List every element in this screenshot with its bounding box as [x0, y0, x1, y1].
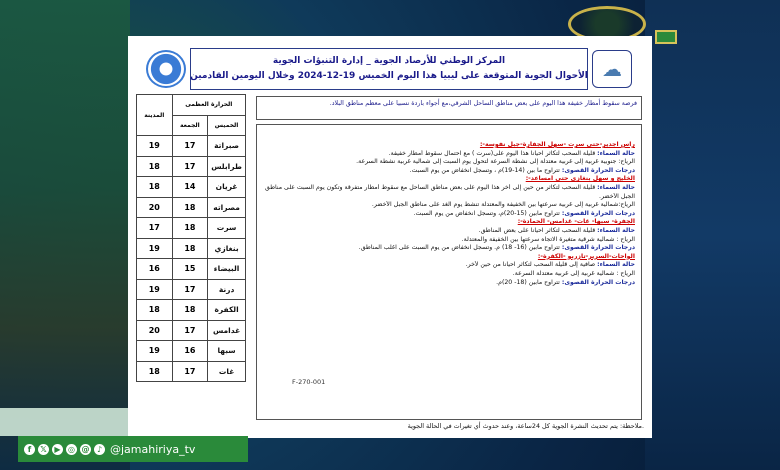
region-title: الخليج و سهل بنغازي حتى امساعد-: [525, 175, 635, 183]
city-name: طرابلس [208, 156, 246, 177]
city-name: البيضاء [208, 259, 246, 280]
social-media-bar [18, 436, 248, 462]
city-name: مصراته [208, 197, 246, 218]
table-row [137, 238, 246, 259]
table-row [137, 279, 246, 300]
forecast-label: درجات الحرارة القصوى: [561, 278, 635, 286]
forecast-text: تتراوح ما بين (14-19)م ، وتسجل انخفاض من يوم السبت. [409, 166, 562, 174]
forecast-line [263, 201, 635, 210]
thursday-max-temp: 18 [172, 197, 208, 218]
region-title: الواحات-السرير-تازربو -الكفرة-: [537, 252, 635, 260]
friday-max-temp: 19 [137, 136, 173, 157]
thursday-max-temp: 18 [172, 300, 208, 321]
background-right-panel [645, 0, 780, 470]
forecast-label: حالة السماء: [597, 226, 635, 234]
city-name: غدامس [208, 320, 246, 341]
forecast-text: الرياح: جنوبية غربية إلى غربية معتدلة إلى نشطة السرعة لتحول يوم السبت إلى شمالية غربية نشطة السرعة. [356, 158, 635, 166]
threads-icon[interactable]: @ [81, 444, 90, 454]
friday-max-temp: 19 [137, 341, 173, 362]
intro-summary: فرصة سقوط أمطار خفيفة هذا اليوم على بعض مناطق الساحل الشرقي،مع أجواء باردة نسبيا على معظم مناطق البلاد. [256, 96, 642, 120]
friday-max-temp: 18 [137, 156, 173, 177]
wmo-logo-icon [146, 50, 186, 88]
table-header-friday: الجمعة [172, 115, 208, 136]
friday-max-temp: 18 [137, 177, 173, 198]
forecast-text: الرياح : شمالية غربية إلى غربية معتدلة السرعة. [512, 269, 635, 277]
thursday-max-temp: 18 [172, 218, 208, 239]
forecast-line [263, 158, 635, 167]
friday-max-temp: 17 [137, 218, 173, 239]
table-header-city: المدينة [137, 95, 173, 136]
table-row [137, 320, 246, 341]
temperature-table [136, 94, 246, 382]
region-title: الجفرة- سبها- غات- غدامس- الحمادة-: [517, 218, 635, 226]
table-header-thursday: الخميس [208, 115, 246, 136]
tiktok-icon[interactable]: ♪ [94, 444, 105, 455]
forecast-text: صافية إلى قليلة السحب لتكاثر احيانا من حين لأخر. [465, 261, 598, 269]
table-row [137, 136, 246, 157]
instagram-icon[interactable]: ◎ [66, 444, 77, 455]
city-name: سبها [208, 341, 246, 362]
weather-cloud-icon: ☁ [592, 50, 632, 88]
thursday-max-temp: 17 [172, 156, 208, 177]
forecast-line [263, 236, 635, 245]
forecast-text: تتراوح مابين (15-20)م، وتسجل انخفاض من يوم السبت. [413, 209, 562, 217]
social-handle[interactable]: @jamahiriya_tv [110, 442, 196, 456]
forecast-line [263, 193, 635, 202]
forecast-line [263, 184, 635, 193]
friday-max-temp: 16 [137, 259, 173, 280]
city-name: غات [208, 361, 246, 382]
table-row [137, 259, 246, 280]
forecast-line [263, 150, 635, 159]
forecast-label: درجات الحرارة القصوى: [561, 166, 635, 174]
youtube-icon[interactable]: ▶ [52, 444, 63, 455]
forecast-label: حالة السماء: [597, 261, 635, 269]
header-title: الأحوال الجوية المتوقعة على ليبيا هذا اليوم الخميس 19-12-2024 وخلال اليومين القادمين [190, 71, 588, 81]
thursday-max-temp: 17 [172, 320, 208, 341]
city-name: الكفرة [208, 300, 246, 321]
table-header-max-temp: الحرارة العظمى [172, 95, 245, 116]
x-icon[interactable]: 𝕏 [38, 444, 49, 455]
forecast-label: حالة السماء: [597, 149, 635, 157]
forecast-line [263, 227, 635, 236]
forecast-text: تتراوح مابين (16- 18) م. وتسجل انخفاض من يوم السبت على اغلب المناطق. [358, 244, 562, 252]
forecast-line [263, 279, 635, 288]
thursday-max-temp: 15 [172, 259, 208, 280]
friday-max-temp: 20 [137, 320, 173, 341]
forecast-text: الجبل الأخضر. [599, 192, 635, 200]
thursday-max-temp: 16 [172, 341, 208, 362]
table-row [137, 197, 246, 218]
forecast-label: حالة السماء: [597, 183, 635, 191]
forecast-text: قليلة السحب لتكاثر احيانا على بعض المناطق. [478, 226, 598, 234]
thursday-max-temp: 17 [172, 136, 208, 157]
city-name: بنغازي [208, 238, 246, 259]
weather-bulletin-document [128, 36, 652, 438]
friday-max-temp: 18 [137, 300, 173, 321]
forecast-text: الرياح : شمالية شرقية متغيرة الاتجاه سرعتها بين الخفيفة والمعتدلة. [461, 235, 635, 243]
forecast-text: تتراوح مابين (18- 20)م. [496, 278, 562, 286]
forecast-line [263, 210, 635, 219]
region-title: راس اجدير-حتى سرت -سهل الجفارة-جبل نفوسة-: [479, 141, 635, 148]
friday-max-temp: 19 [137, 238, 173, 259]
thursday-max-temp: 17 [172, 361, 208, 382]
table-row [137, 300, 246, 321]
thursday-max-temp: 17 [172, 279, 208, 300]
friday-max-temp: 18 [137, 361, 173, 382]
document-code: F-270-001 [292, 378, 326, 386]
city-name: سرت [208, 218, 246, 239]
table-row [137, 218, 246, 239]
forecast-line [263, 261, 635, 270]
city-name: صبراتة [208, 136, 246, 157]
city-name: غريان [208, 177, 246, 198]
forecast-text: قليلة السحب لتكاثر احيانا هذا اليوم على(سرت ) مع احتمال سقوط أمطار خفيفة. [388, 149, 598, 157]
forecast-line [263, 244, 635, 253]
background-left-panel [0, 0, 130, 470]
friday-max-temp: 20 [137, 197, 173, 218]
regional-forecast [256, 124, 642, 420]
thursday-max-temp: 14 [172, 177, 208, 198]
table-row [137, 177, 246, 198]
thursday-max-temp: 18 [172, 238, 208, 259]
update-note: ملاحظة: يتم تحديث النشرة الجوية كل 24ساعة، وعند حدوث أي تغيرات في الحالة الجوية. [407, 422, 644, 430]
table-row [137, 361, 246, 382]
bulletin-header [190, 48, 588, 90]
forecast-line [263, 167, 635, 176]
facebook-icon[interactable]: f [24, 444, 35, 455]
forecast-text: الرياح:شمالية غربية إلى غربية سرعتها بين الخفيفة والمعتدلة تنشط يوم الغد على مناطق الجبل الأخضر. [371, 201, 635, 209]
table-row [137, 341, 246, 362]
forecast-label: درجات الحرارة القصوى: [561, 209, 635, 217]
green-tag-icon [655, 30, 677, 44]
city-name: درنة [208, 279, 246, 300]
forecast-label: درجات الحرارة القصوى: [561, 244, 635, 252]
header-agency: المركز الوطني للأرصاد الجوية _ إدارة التنبؤات الجوية [272, 56, 506, 66]
forecast-line [263, 270, 635, 279]
table-row [137, 156, 246, 177]
forecast-text: قليلة السحب لتكاثر من حين إلى أخر هذا اليوم على بعض مناطق الساحل مع سقوط أمطار متفرقة وتكون يوم السبت على مناطق [264, 183, 598, 191]
friday-max-temp: 19 [137, 279, 173, 300]
